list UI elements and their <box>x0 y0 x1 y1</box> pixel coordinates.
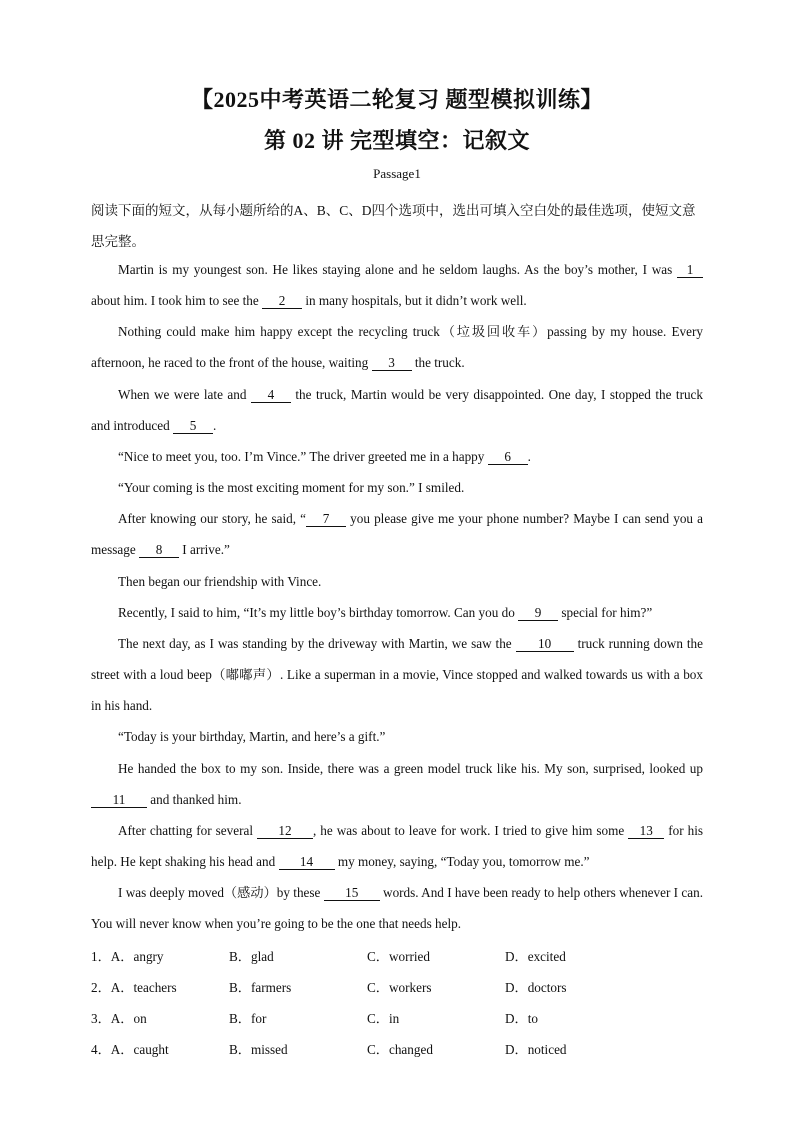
paragraph-8: Recently, I said to him, “It’s my little boy’s birthday tomorrow. Can you do 9 special for him?” <box>118 604 653 620</box>
blank-13: 13 <box>628 823 664 839</box>
option-2a: 2．A．teachers <box>91 980 177 996</box>
passage-label: Passage1 <box>373 166 421 181</box>
paragraph-3: When we were late and 4 the truck, Martin would be very disappointed. One day, I stopped the truck and introduced 5 . <box>91 386 703 433</box>
paragraph-5: “Your coming is the most exciting moment for my son.” I smiled. <box>118 480 465 496</box>
paragraph-9: The next day, as I was standing by the driveway with Martin, we saw the 10 truck running down the street with a loud beep（嘟嘟声）. Like a superman in a movie, Vince stopped and walked towards us with a box in his hand. <box>91 635 703 714</box>
paragraph-13: I was deeply moved（感动）by these 15 words. And I have been ready to help others whenever I can. You will never know when you’re going to be the one that needs help. <box>91 885 703 932</box>
instructions: 阅读下面的短文，从每小题所给的A、B、C、D四个选项中，选出可填入空白处的最佳选项，使短文意思完整。 <box>91 203 696 249</box>
blank-14: 14 <box>279 854 335 870</box>
blank-1: 1 <box>677 262 703 278</box>
question-row-2 <box>91 972 703 1003</box>
option-1c: C．worried <box>367 949 430 964</box>
passage-body <box>91 254 703 939</box>
paragraph-6: After knowing our story, he said, “ 7 you please give me your phone number? Maybe I can send you a message 8 I arrive.” <box>91 511 703 558</box>
option-3b: B．for <box>229 1011 267 1027</box>
option-4d: D．noticed <box>505 1042 567 1058</box>
option-1a: 1．A．angry <box>91 949 164 964</box>
blank-9: 9 <box>518 605 558 621</box>
option-2b: B．farmers <box>229 980 292 996</box>
option-4c: C．changed <box>367 1042 433 1058</box>
blank-8: 8 <box>139 542 179 558</box>
blank-7: 7 <box>306 511 346 527</box>
question-row-4 <box>91 1034 703 1065</box>
paragraph-2: Nothing could make him happy except the recycling truck（垃圾回收车）passing by my house. Every afternoon, he raced to the front of the house, waiting 3 the truck. <box>91 324 703 371</box>
blank-3: 3 <box>372 355 412 371</box>
document-title: 【2025中考英语二轮复习 题型模拟训练】 <box>190 87 603 112</box>
question-options <box>91 941 703 1066</box>
option-4b: B．missed <box>229 1042 288 1058</box>
paragraph-7: Then began our friendship with Vince. <box>118 573 322 589</box>
blank-4: 4 <box>251 387 291 403</box>
blank-11: 11 <box>91 792 147 808</box>
blank-2: 2 <box>262 293 302 309</box>
blank-10: 10 <box>516 636 574 652</box>
lesson-title: 第 02 讲 完型填空：记叙文 <box>263 128 530 153</box>
option-1b: B．glad <box>229 949 274 964</box>
paragraph-1: Martin is my youngest son. He likes staying alone and he seldom laughs. As the boy’s mother, I was 1 about him. I took him to see the 2 in many hospitals, but it didn’t work well. <box>91 254 703 316</box>
question-row-3 <box>91 1003 703 1034</box>
option-3a: 3．A．on <box>91 1011 147 1027</box>
paragraph-12: After chatting for several 12 , he was about to leave for work. I tried to give him some 13 for his help. He kept shaking his head and 14 my money, saying, “Today you, tomorrow me.” <box>91 822 703 869</box>
option-4a: 4．A．caught <box>91 1042 169 1058</box>
blank-15: 15 <box>324 885 380 901</box>
blank-6: 6 <box>488 449 528 465</box>
paragraph-11: He handed the box to my son. Inside, there was a green model truck like his. My son, surprised, looked up 11 and thanked him. <box>91 753 703 815</box>
paragraph-4: “Nice to meet you, too. I’m Vince.” The driver greeted me in a happy 6 . <box>118 448 531 464</box>
option-2c: C．workers <box>367 980 432 996</box>
blank-12: 12 <box>257 823 313 839</box>
paragraph-10: “Today is your birthday, Martin, and here’s a gift.” <box>118 729 386 745</box>
option-2d: D．doctors <box>505 980 567 996</box>
option-3c: C．in <box>367 1011 400 1027</box>
blank-5: 5 <box>173 418 213 434</box>
option-3d: D．to <box>505 1011 538 1027</box>
question-row-1 <box>91 941 703 972</box>
option-1d: D．excited <box>505 949 566 964</box>
